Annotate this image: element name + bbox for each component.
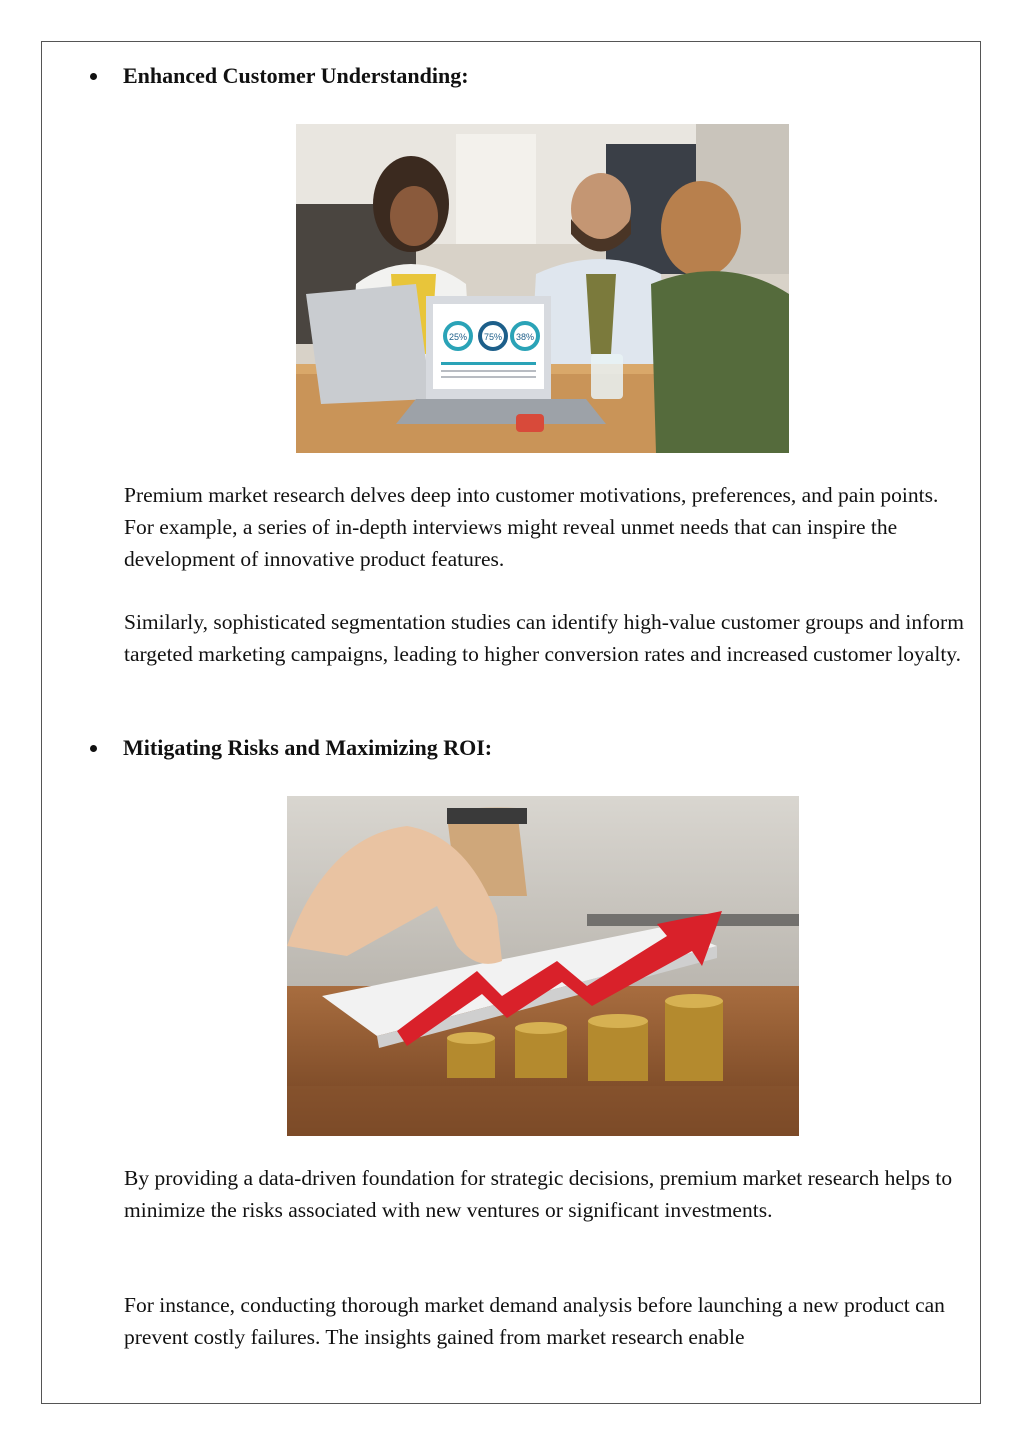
paragraph: Similarly, sophisticated segmentation studies can identify high-value customer groups and inform targeted marketing campaigns, leading to higher conversion rates and increased customer loyalty.	[124, 610, 964, 666]
chart-percent-25: 25%	[448, 332, 468, 342]
bullet-icon	[90, 745, 97, 752]
bullet-icon	[90, 73, 97, 80]
section-heading: Mitigating Risks and Maximizing ROI:	[123, 735, 493, 760]
coins-growth-illustration	[287, 796, 799, 1136]
team-meeting-illustration	[296, 124, 789, 453]
section-heading: Enhanced Customer Understanding:	[123, 63, 469, 88]
chart-percent-38: 38%	[515, 332, 535, 342]
paragraph: By providing a data-driven foundation for strategic decisions, premium market research helps to minimize the risks associated with new ventures or significant investments.	[124, 1166, 953, 1222]
paragraph: Premium market research delves deep into customer motivations, preferences, and pain points. For example, a series of in-depth interviews might reveal unmet needs that can inspire the development of innovative product features.	[124, 483, 939, 571]
paragraph: For instance, conducting thorough market demand analysis before launching a new product can prevent costly failures. The insights gained from market research enable	[124, 1293, 945, 1349]
chart-percent-75: 75%	[483, 332, 503, 342]
coins-growth-photo	[287, 796, 799, 1136]
team-meeting-photo	[296, 124, 789, 453]
bullet-item-mitigating-risks	[90, 734, 492, 762]
bullet-item-customer-understanding	[90, 62, 469, 90]
